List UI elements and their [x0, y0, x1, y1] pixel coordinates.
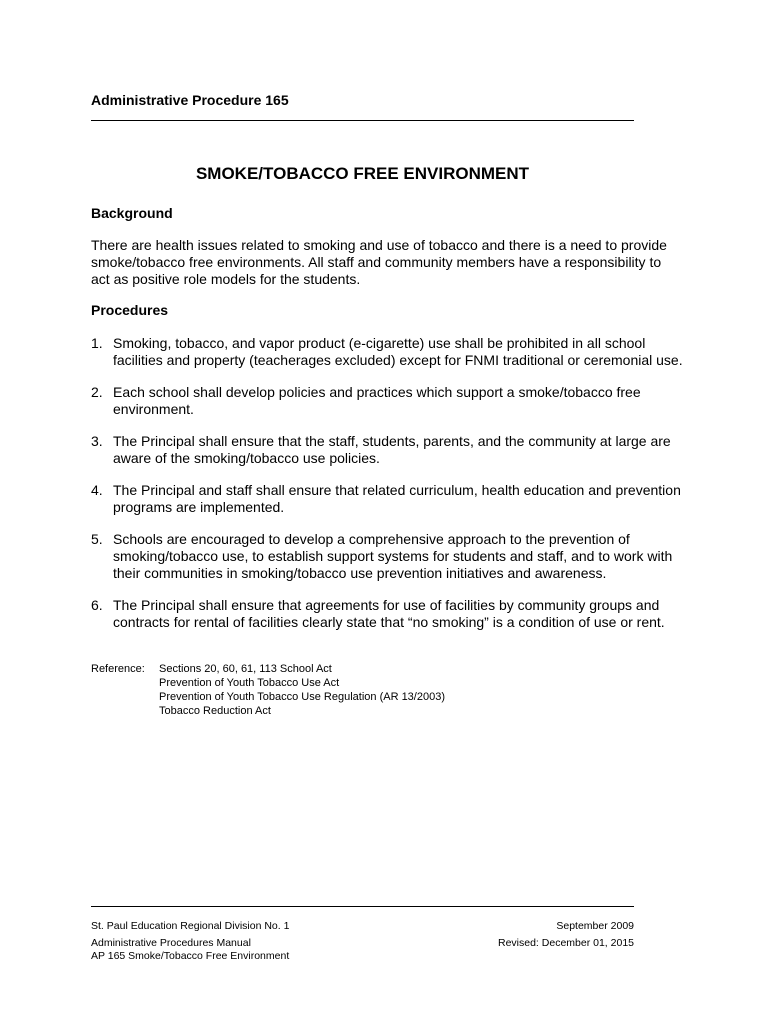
reference-list [159, 662, 559, 718]
footer-date: September 2009 [556, 920, 634, 932]
header-divider [91, 120, 634, 121]
reference-item: Prevention of Youth Tobacco Use Act [159, 677, 340, 689]
procedure-number: 3. [91, 433, 103, 449]
procedure-number: 4. [91, 482, 103, 498]
procedure-number: 1. [91, 335, 103, 351]
footer-procedure-name: AP 165 Smoke/Tobacco Free Environment [91, 950, 290, 962]
procedures-heading: Procedures [91, 302, 169, 318]
procedure-text: The Principal shall ensure that agreements for use of facilities by community groups and contracts for rental of facilities clearly state that “no smoking” is a condition of use or rent. [113, 597, 665, 630]
reference-label: Reference: [91, 663, 145, 675]
footer-manual: Administrative Procedures Manual [91, 937, 251, 949]
reference-item: Prevention of Youth Tobacco Use Regulation (AR 13/2003) [159, 691, 445, 703]
procedure-text: The Principal shall ensure that the staff, students, parents, and the community at large are aware of the smoking/tobacco use policies. [113, 433, 671, 466]
footer-revised-date: Revised: December 01, 2015 [498, 937, 634, 949]
header-title: Administrative Procedure 165 [91, 92, 289, 108]
procedure-text: Schools are encouraged to develop a comprehensive approach to the prevention of smoking/tobacco use, to establish support systems for students and staff, and to work with their communities in smoking/tobacco use prevention initiatives and awareness. [113, 531, 673, 581]
reference-item: Sections 20, 60, 61, 113 School Act [159, 663, 332, 675]
procedure-number: 5. [91, 531, 103, 547]
footer-divider [91, 906, 634, 907]
procedure-number: 6. [91, 597, 103, 613]
procedure-text: The Principal and staff shall ensure that related curriculum, health education and prevention programs are implemented. [113, 482, 681, 515]
procedure-number: 2. [91, 384, 103, 400]
document-title: SMOKE/TOBACCO FREE ENVIRONMENT [195, 164, 530, 183]
footer-organization: St. Paul Education Regional Division No. 1 [91, 920, 290, 932]
reference-item: Tobacco Reduction Act [159, 705, 271, 717]
background-paragraph: There are health issues related to smoking and use of tobacco and there is a need to provide smoke/tobacco free environments. All staff and community members have a responsibility to act as positive role models for the students. [91, 237, 667, 287]
procedure-text: Smoking, tobacco, and vapor product (e-cigarette) use shall be prohibited in all school facilities and property (teacherages excluded) except for FNMI traditional or ceremonial use. [113, 335, 683, 368]
background-heading: Background [91, 205, 173, 221]
procedure-text: Each school shall develop policies and practices which support a smoke/tobacco free environment. [113, 384, 641, 417]
